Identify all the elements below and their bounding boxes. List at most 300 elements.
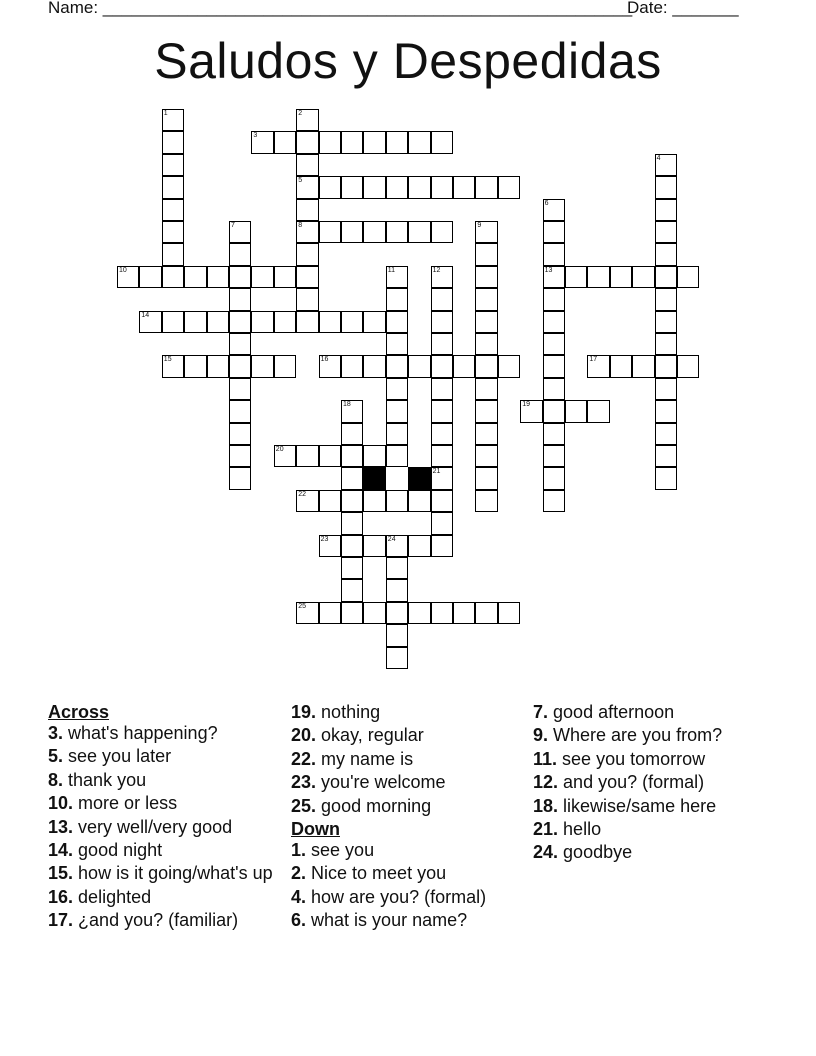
cell-number: 21 — [432, 468, 441, 476]
grid-cell[interactable] — [543, 355, 565, 377]
clue-text: how are you? (formal) — [311, 886, 487, 907]
clue-text: very well/very good — [78, 816, 233, 837]
clue-item — [48, 723, 283, 744]
clue-number: 22. — [291, 748, 317, 769]
grid-cell[interactable] — [543, 445, 565, 467]
grid-cell[interactable] — [229, 288, 251, 310]
clue-text: see you tomorrow — [562, 748, 706, 769]
clue-number: 17. — [48, 910, 74, 931]
grid-black-cell — [408, 467, 430, 489]
grid-cell[interactable] — [408, 221, 430, 243]
grid-cell[interactable] — [543, 490, 565, 512]
clue-text: more or less — [78, 793, 178, 814]
clue-text: how is it going/what's up — [78, 863, 273, 884]
grid-cell[interactable] — [431, 221, 453, 243]
grid-cell[interactable] — [543, 199, 565, 221]
grid-cell[interactable] — [475, 378, 497, 400]
clue-text: see you later — [68, 746, 172, 767]
grid-cell[interactable] — [543, 311, 565, 333]
grid-cell[interactable] — [655, 467, 677, 489]
grid-cell[interactable] — [431, 355, 453, 377]
clue-item — [291, 863, 526, 884]
grid-cell[interactable] — [296, 154, 318, 176]
grid-cell[interactable] — [587, 355, 609, 377]
grid-cell[interactable] — [475, 400, 497, 422]
clue-number: 9. — [533, 725, 549, 746]
cell-number: 15 — [163, 356, 172, 364]
grid-cell[interactable] — [520, 400, 542, 422]
grid-cell[interactable] — [229, 333, 251, 355]
clue-item — [533, 749, 768, 770]
clue-number: 15. — [48, 863, 74, 884]
cell-number: 1 — [163, 110, 168, 117]
name-field-line: Name: ________________________________________________________ — [48, 0, 633, 17]
grid-cell[interactable] — [274, 445, 296, 467]
grid-cell[interactable] — [229, 243, 251, 265]
clue-number: 1. — [291, 839, 307, 860]
clue-item — [48, 770, 283, 791]
grid-cell[interactable] — [543, 333, 565, 355]
clue-item — [291, 840, 526, 861]
grid-cell[interactable] — [341, 311, 363, 333]
clue-number: 21. — [533, 818, 559, 839]
grid-cell[interactable] — [475, 355, 497, 377]
clue-number: 18. — [533, 795, 559, 816]
grid-cell[interactable] — [341, 355, 363, 377]
grid-cell[interactable] — [453, 602, 475, 624]
grid-cell[interactable] — [341, 423, 363, 445]
clue-text: and you? (formal) — [563, 772, 705, 793]
grid-cell[interactable] — [117, 266, 139, 288]
grid-cell[interactable] — [543, 400, 565, 422]
clue-text: likewise/same here — [563, 795, 717, 816]
grid-cell[interactable] — [565, 266, 587, 288]
clue-number: 16. — [48, 886, 74, 907]
grid-cell[interactable] — [229, 355, 251, 377]
grid-cell[interactable] — [677, 266, 699, 288]
cell-number: 19 — [522, 401, 530, 409]
grid-cell[interactable] — [296, 288, 318, 310]
clue-number: 4. — [291, 886, 307, 907]
clue-item — [291, 887, 526, 908]
grid-cell[interactable] — [632, 355, 654, 377]
grid-cell[interactable] — [386, 602, 408, 624]
grid-cell[interactable] — [274, 311, 296, 333]
clue-item — [48, 863, 283, 884]
grid-cell[interactable] — [319, 535, 341, 557]
grid-cell[interactable] — [363, 535, 385, 557]
cell-number: 10 — [119, 266, 127, 274]
grid-cell[interactable] — [431, 288, 453, 310]
grid-cell[interactable] — [655, 333, 677, 355]
grid-cell[interactable] — [543, 423, 565, 445]
grid-cell[interactable] — [319, 176, 341, 198]
clue-item — [533, 702, 768, 723]
grid-cell[interactable] — [543, 243, 565, 265]
clue-number: 24. — [533, 842, 559, 863]
grid-cell[interactable] — [162, 243, 184, 265]
grid-cell[interactable] — [162, 221, 184, 243]
grid-cell[interactable] — [475, 467, 497, 489]
clue-number: 20. — [291, 725, 317, 746]
grid-cell[interactable] — [207, 355, 229, 377]
cell-number: 7 — [231, 222, 235, 229]
grid-cell[interactable] — [386, 176, 408, 198]
clue-number: 10. — [48, 793, 74, 814]
grid-cell[interactable] — [162, 176, 184, 198]
grid-cell[interactable] — [498, 176, 520, 198]
grid-cell[interactable] — [475, 221, 497, 243]
clue-item — [48, 840, 283, 861]
grid-cell[interactable] — [207, 311, 229, 333]
grid-cell[interactable] — [386, 647, 408, 669]
clue-item — [533, 725, 768, 746]
grid-cell[interactable] — [363, 445, 385, 467]
grid-cell[interactable] — [498, 355, 520, 377]
grid-cell[interactable] — [319, 355, 341, 377]
grid-cell[interactable] — [319, 131, 341, 153]
clue-number: 6. — [291, 910, 307, 931]
clue-text: delighted — [78, 886, 152, 907]
grid-cell[interactable] — [565, 400, 587, 422]
grid-cell[interactable] — [431, 176, 453, 198]
grid-cell[interactable] — [229, 311, 251, 333]
grid-cell[interactable] — [319, 221, 341, 243]
grid-cell[interactable] — [431, 400, 453, 422]
clue-number: 19. — [291, 702, 317, 722]
clue-number: 23. — [291, 772, 317, 793]
grid-cell[interactable] — [543, 221, 565, 243]
grid-cell[interactable] — [431, 311, 453, 333]
grid-cell[interactable] — [341, 602, 363, 624]
grid-cell[interactable] — [184, 311, 206, 333]
clue-text: what is your name? — [311, 910, 468, 931]
clues-column-1 — [48, 702, 283, 934]
section-heading-across: Across — [48, 702, 110, 722]
grid-cell[interactable] — [408, 355, 430, 377]
grid-cell[interactable] — [431, 535, 453, 557]
clue-number: 3. — [48, 723, 64, 743]
grid-cell[interactable] — [363, 602, 385, 624]
grid-cell[interactable] — [543, 288, 565, 310]
clue-text: goodbye — [563, 842, 633, 863]
grid-cell[interactable] — [296, 243, 318, 265]
clue-number: 2. — [291, 863, 307, 884]
grid-cell[interactable] — [386, 445, 408, 467]
grid-cell[interactable] — [363, 311, 385, 333]
grid-cell[interactable] — [431, 423, 453, 445]
clue-item — [533, 842, 768, 863]
grid-cell[interactable] — [386, 288, 408, 310]
grid-cell[interactable] — [207, 266, 229, 288]
grid-cell[interactable] — [296, 199, 318, 221]
grid-cell[interactable] — [341, 535, 363, 557]
grid-cell[interactable] — [363, 131, 385, 153]
grid-cell[interactable] — [475, 243, 497, 265]
grid-cell[interactable] — [274, 266, 296, 288]
clue-item — [291, 702, 526, 723]
clue-number: 25. — [291, 795, 317, 816]
grid-cell[interactable] — [341, 131, 363, 153]
grid-cell[interactable] — [655, 221, 677, 243]
cell-number: 20 — [275, 446, 284, 453]
grid-cell[interactable] — [655, 243, 677, 265]
grid-cell[interactable] — [251, 355, 273, 377]
grid-cell[interactable] — [386, 423, 408, 445]
grid-cell[interactable] — [296, 266, 318, 288]
clues-column-3 — [533, 702, 768, 866]
clue-text: good night — [78, 839, 163, 860]
clue-number: 7. — [533, 702, 549, 722]
clue-text: thank you — [68, 769, 147, 790]
grid-cell[interactable] — [184, 355, 206, 377]
clue-number: 12. — [533, 772, 559, 793]
grid-cell[interactable] — [296, 221, 318, 243]
cell-number: 3 — [253, 132, 258, 140]
grid-cell[interactable] — [587, 400, 609, 422]
grid-cell[interactable] — [431, 512, 453, 534]
grid-cell[interactable] — [386, 400, 408, 422]
cell-number: 11 — [387, 266, 396, 274]
clues-column-2 — [291, 702, 526, 934]
grid-cell[interactable] — [431, 378, 453, 400]
grid-cell[interactable] — [296, 602, 318, 624]
grid-cell[interactable] — [408, 535, 430, 557]
grid-cell[interactable] — [475, 423, 497, 445]
grid-cell[interactable] — [139, 266, 161, 288]
grid-cell[interactable] — [251, 266, 273, 288]
grid-cell[interactable] — [655, 311, 677, 333]
grid-cell[interactable] — [431, 131, 453, 153]
grid-cell[interactable] — [543, 266, 565, 288]
grid-cell[interactable] — [431, 266, 453, 288]
grid-cell[interactable] — [319, 490, 341, 512]
clue-item — [48, 817, 283, 838]
grid-cell[interactable] — [386, 624, 408, 646]
cell-number: 2 — [298, 110, 303, 117]
grid-cell[interactable] — [229, 423, 251, 445]
grid-cell[interactable] — [162, 109, 184, 131]
grid-cell[interactable] — [229, 378, 251, 400]
grid-cell[interactable] — [386, 266, 408, 288]
clue-number: 5. — [48, 746, 64, 767]
grid-cell[interactable] — [655, 266, 677, 288]
grid-cell[interactable] — [408, 602, 430, 624]
clue-item — [291, 725, 526, 746]
clue-item — [291, 796, 526, 817]
grid-cell[interactable] — [475, 445, 497, 467]
grid-cell[interactable] — [162, 131, 184, 153]
grid-cell[interactable] — [229, 266, 251, 288]
clue-item — [48, 793, 283, 814]
clue-text: you're welcome — [321, 772, 446, 793]
grid-cell[interactable] — [475, 602, 497, 624]
grid-cell[interactable] — [453, 176, 475, 198]
clue-text: see you — [311, 839, 375, 860]
grid-cell[interactable] — [274, 131, 296, 153]
section-heading-down: Down — [291, 818, 340, 839]
clue-number: 11. — [533, 748, 558, 769]
grid-cell[interactable] — [229, 445, 251, 467]
clue-text: what's happening? — [68, 723, 218, 743]
grid-cell[interactable] — [386, 557, 408, 579]
cell-number: 14 — [141, 311, 150, 319]
grid-cell[interactable] — [632, 266, 654, 288]
clue-item — [291, 749, 526, 770]
grid-cell[interactable] — [655, 445, 677, 467]
grid-cell[interactable] — [655, 378, 677, 400]
grid-cell[interactable] — [543, 378, 565, 400]
grid-cell[interactable] — [341, 221, 363, 243]
grid-cell[interactable] — [386, 221, 408, 243]
clue-item — [533, 819, 768, 840]
cell-number: 5 — [298, 177, 303, 185]
clue-item — [291, 910, 526, 931]
clue-text: Nice to meet you — [311, 863, 447, 884]
cell-number: 8 — [298, 222, 303, 229]
date-field-line: Date: _______ — [627, 0, 739, 17]
grid-cell[interactable] — [386, 490, 408, 512]
clue-text: good afternoon — [553, 702, 675, 722]
grid-cell[interactable] — [274, 355, 296, 377]
grid-cell[interactable] — [296, 109, 318, 131]
grid-cell[interactable] — [386, 579, 408, 601]
grid-cell[interactable] — [319, 602, 341, 624]
grid-cell[interactable] — [655, 355, 677, 377]
clue-text: Where are you from? — [553, 725, 723, 746]
grid-cell[interactable] — [363, 176, 385, 198]
grid-cell[interactable] — [655, 154, 677, 176]
grid-cell[interactable] — [498, 602, 520, 624]
grid-cell[interactable] — [475, 490, 497, 512]
cell-number: 22 — [298, 490, 306, 498]
grid-cell[interactable] — [386, 535, 408, 557]
grid-cell[interactable] — [655, 199, 677, 221]
grid-cell[interactable] — [453, 355, 475, 377]
grid-cell[interactable] — [655, 400, 677, 422]
grid-cell[interactable] — [341, 490, 363, 512]
grid-cell[interactable] — [162, 199, 184, 221]
grid-cell[interactable] — [655, 176, 677, 198]
cell-number: 12 — [432, 266, 441, 274]
grid-cell[interactable] — [386, 311, 408, 333]
clue-item — [533, 796, 768, 817]
grid-cell[interactable] — [296, 176, 318, 198]
cell-number: 4 — [656, 154, 661, 162]
grid-cell[interactable] — [363, 221, 385, 243]
grid-cell[interactable] — [341, 400, 363, 422]
grid-cell[interactable] — [408, 490, 430, 512]
grid-cell[interactable] — [341, 176, 363, 198]
grid-cell[interactable] — [386, 378, 408, 400]
grid-cell[interactable] — [587, 266, 609, 288]
clue-item — [48, 746, 283, 767]
grid-cell[interactable] — [139, 311, 161, 333]
cell-number: 6 — [544, 199, 549, 207]
grid-cell[interactable] — [319, 445, 341, 467]
grid-cell[interactable] — [229, 400, 251, 422]
clue-number: 8. — [48, 769, 64, 790]
grid-cell[interactable] — [229, 221, 251, 243]
grid-cell[interactable] — [655, 423, 677, 445]
cell-number: 25 — [298, 602, 306, 610]
grid-cell[interactable] — [162, 311, 184, 333]
grid-cell[interactable] — [475, 311, 497, 333]
cell-number: 16 — [320, 356, 329, 364]
grid-cell[interactable] — [431, 467, 453, 489]
clue-number: 14. — [48, 839, 74, 860]
grid-cell[interactable] — [162, 266, 184, 288]
grid-cell[interactable] — [296, 445, 318, 467]
grid-cell[interactable] — [251, 131, 273, 153]
grid-cell[interactable] — [475, 266, 497, 288]
grid-cell[interactable] — [431, 602, 453, 624]
grid-cell[interactable] — [296, 311, 318, 333]
cell-number: 17 — [589, 356, 598, 364]
grid-cell[interactable] — [162, 355, 184, 377]
grid-cell[interactable] — [341, 467, 363, 489]
grid-cell[interactable] — [251, 311, 273, 333]
grid-cell[interactable] — [431, 333, 453, 355]
clue-text: my name is — [321, 748, 414, 769]
cell-number: 13 — [544, 266, 553, 274]
grid-cell[interactable] — [543, 467, 565, 489]
clue-text: nothing — [321, 702, 381, 722]
grid-cell[interactable] — [341, 557, 363, 579]
grid-cell[interactable] — [610, 266, 632, 288]
grid-cell[interactable] — [184, 266, 206, 288]
clue-text: okay, regular — [321, 725, 424, 746]
page-title: Saludos y Despedidas — [154, 33, 662, 89]
grid-cell[interactable] — [475, 288, 497, 310]
clue-item — [48, 910, 283, 931]
grid-cell[interactable] — [162, 154, 184, 176]
grid-cell[interactable] — [677, 355, 699, 377]
cell-number: 24 — [387, 535, 396, 543]
grid-cell[interactable] — [475, 333, 497, 355]
grid-cell[interactable] — [363, 355, 385, 377]
clue-number: 13. — [48, 816, 74, 837]
grid-cell[interactable] — [363, 490, 385, 512]
grid-cell[interactable] — [296, 131, 318, 153]
grid-cell[interactable] — [386, 333, 408, 355]
clue-item — [533, 772, 768, 793]
clue-text: ¿and you? (familiar) — [78, 910, 239, 931]
grid-cell[interactable] — [408, 176, 430, 198]
grid-cell[interactable] — [655, 288, 677, 310]
grid-cell[interactable] — [431, 445, 453, 467]
grid-cell[interactable] — [386, 131, 408, 153]
grid-cell[interactable] — [475, 176, 497, 198]
grid-cell[interactable] — [319, 311, 341, 333]
grid-cell[interactable] — [341, 579, 363, 601]
grid-cell[interactable] — [296, 490, 318, 512]
grid-cell[interactable] — [431, 490, 453, 512]
grid-cell[interactable] — [341, 445, 363, 467]
cell-number: 23 — [320, 535, 329, 543]
clue-item — [291, 772, 526, 793]
grid-cell[interactable] — [408, 131, 430, 153]
clue-text: hello — [563, 818, 602, 839]
cell-number: 9 — [477, 222, 482, 229]
grid-black-cell — [363, 467, 385, 489]
clue-text: good morning — [321, 795, 432, 816]
clue-item — [48, 887, 283, 908]
grid-cell[interactable] — [610, 355, 632, 377]
grid-cell[interactable] — [229, 467, 251, 489]
grid-cell[interactable] — [341, 512, 363, 534]
grid-cell[interactable] — [386, 355, 408, 377]
